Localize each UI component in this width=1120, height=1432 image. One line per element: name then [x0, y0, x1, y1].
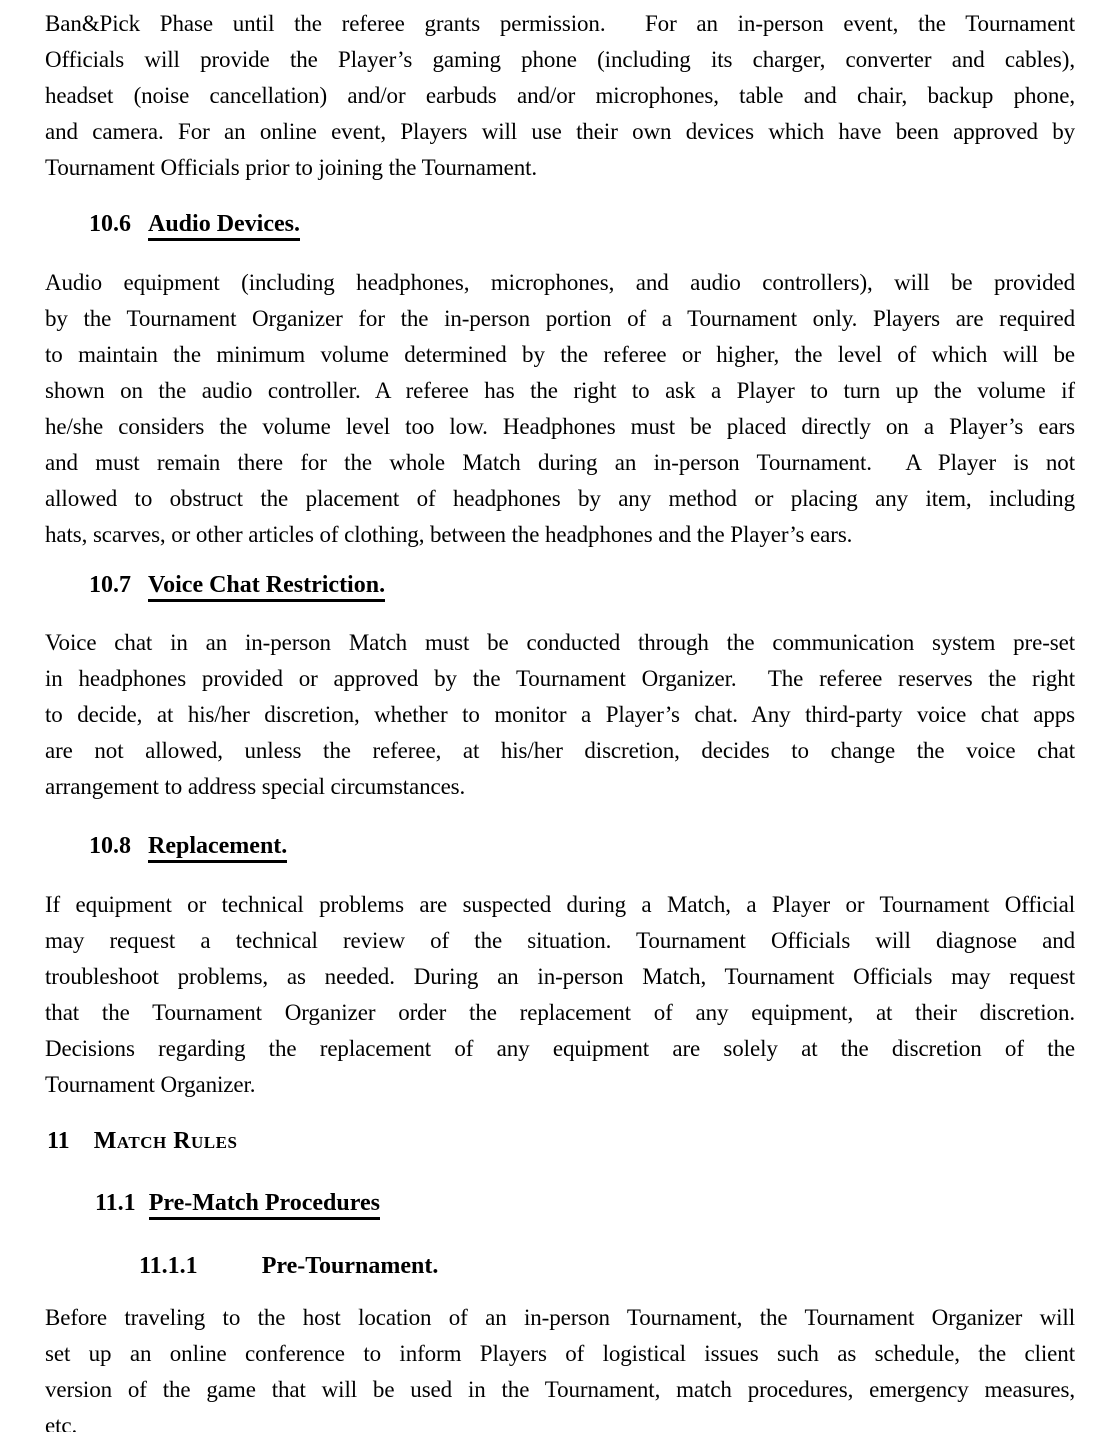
- text-line: headset (noise cancellation) and/or earbuds and/or microphones, table and chair, backup phone,: [45, 83, 1075, 108]
- text-line: Decisions regarding the replacement of any equipment are solely at the discretion of the: [45, 1036, 1075, 1061]
- heading-pre-match-procedures: [45, 1185, 1075, 1221]
- text-line: Tournament Organizer.: [45, 1072, 256, 1097]
- text-line: he/she considers the volume level too low. Headphones must be placed directly on a Player’s ears: [45, 414, 1075, 439]
- section-number: 10.7: [89, 572, 131, 598]
- paragraph-pre-tournament: [45, 1300, 1075, 1432]
- text-line: to decide, at his/her discretion, whether to monitor a Player’s chat. Any third-party voice chat apps: [45, 702, 1075, 727]
- text-line: Before traveling to the host location of an in-person Tournament, the Tournament Organizer will: [45, 1305, 1075, 1330]
- text-line: hats, scarves, or other articles of clothing, between the headphones and the Player’s ears.: [45, 522, 853, 547]
- text-line: troubleshoot problems, as needed. During an in-person Match, Tournament Officials may request: [45, 964, 1075, 989]
- text-line: in headphones provided or approved by the Tournament Organizer. The referee reserves the right: [45, 666, 1075, 691]
- section-number: 10.8: [89, 833, 131, 859]
- section-title: Match Rules: [93, 1128, 238, 1154]
- heading-match-rules: [45, 1123, 1075, 1159]
- text-line: allowed to obstruct the placement of headphones by any method or placing any item, including: [45, 486, 1075, 511]
- text-line: may request a technical review of the situation. Tournament Officials will diagnose and: [45, 928, 1075, 953]
- heading-replacement: [45, 828, 1075, 864]
- paragraph-banpick-continuation: [45, 6, 1075, 186]
- heading-pre-tournament: [45, 1248, 1075, 1284]
- text-line: Audio equipment (including headphones, microphones, and audio controllers), will be provided: [45, 270, 1075, 295]
- text-line: version of the game that will be used in the Tournament, match procedures, emergency measures,: [45, 1377, 1075, 1402]
- text-line: and camera. For an online event, Players will use their own devices which have been approved by: [45, 119, 1075, 144]
- section-number: 10.6: [89, 211, 131, 237]
- text-line: by the Tournament Organizer for the in-person portion of a Tournament only. Players are required: [45, 306, 1075, 331]
- text-line: that the Tournament Organizer order the replacement of any equipment, at their discretion.: [45, 1000, 1075, 1025]
- paragraph-replacement: [45, 887, 1075, 1103]
- text-line: shown on the audio controller. A referee has the right to ask a Player to turn up the volume if: [45, 378, 1075, 403]
- text-line: and must remain there for the whole Match during an in-person Tournament. A Player is not: [45, 450, 1075, 475]
- text-line: arrangement to address special circumstances.: [45, 774, 466, 799]
- section-title: Pre-Tournament.: [261, 1253, 439, 1279]
- paragraph-voice-chat-restriction: [45, 625, 1075, 805]
- paragraph-audio-devices: [45, 265, 1075, 553]
- text-line: etc.: [45, 1413, 78, 1432]
- text-line: If equipment or technical problems are suspected during a Match, a Player or Tournament Official: [45, 892, 1075, 917]
- text-line: to maintain the minimum volume determined by the referee or higher, the level of which will be: [45, 342, 1075, 367]
- text-line: Tournament Officials prior to joining the Tournament.: [45, 155, 538, 180]
- heading-audio-devices: [45, 206, 1075, 242]
- text-line: Voice chat in an in-person Match must be conducted through the communication system pre-set: [45, 630, 1075, 655]
- text-line: are not allowed, unless the referee, at his/her discretion, decides to change the voice chat: [45, 738, 1075, 763]
- section-title: Replacement.: [148, 833, 287, 863]
- text-line: set up an online conference to inform Players of logistical issues such as schedule, the client: [45, 1341, 1075, 1366]
- section-number: 11.1: [95, 1190, 136, 1216]
- text-line: Officials will provide the Player’s gaming phone (including its charger, converter and cables),: [45, 47, 1075, 72]
- heading-voice-chat-restriction: [45, 567, 1075, 603]
- section-title: Voice Chat Restriction.: [148, 572, 385, 602]
- text-line: Ban&Pick Phase until the referee grants permission. For an in-person event, the Tournament: [45, 11, 1075, 36]
- section-number: 11: [47, 1128, 70, 1154]
- section-title: Pre-Match Procedures: [149, 1190, 380, 1220]
- section-title: Audio Devices.: [148, 211, 300, 241]
- section-number: 11.1.1: [139, 1253, 198, 1279]
